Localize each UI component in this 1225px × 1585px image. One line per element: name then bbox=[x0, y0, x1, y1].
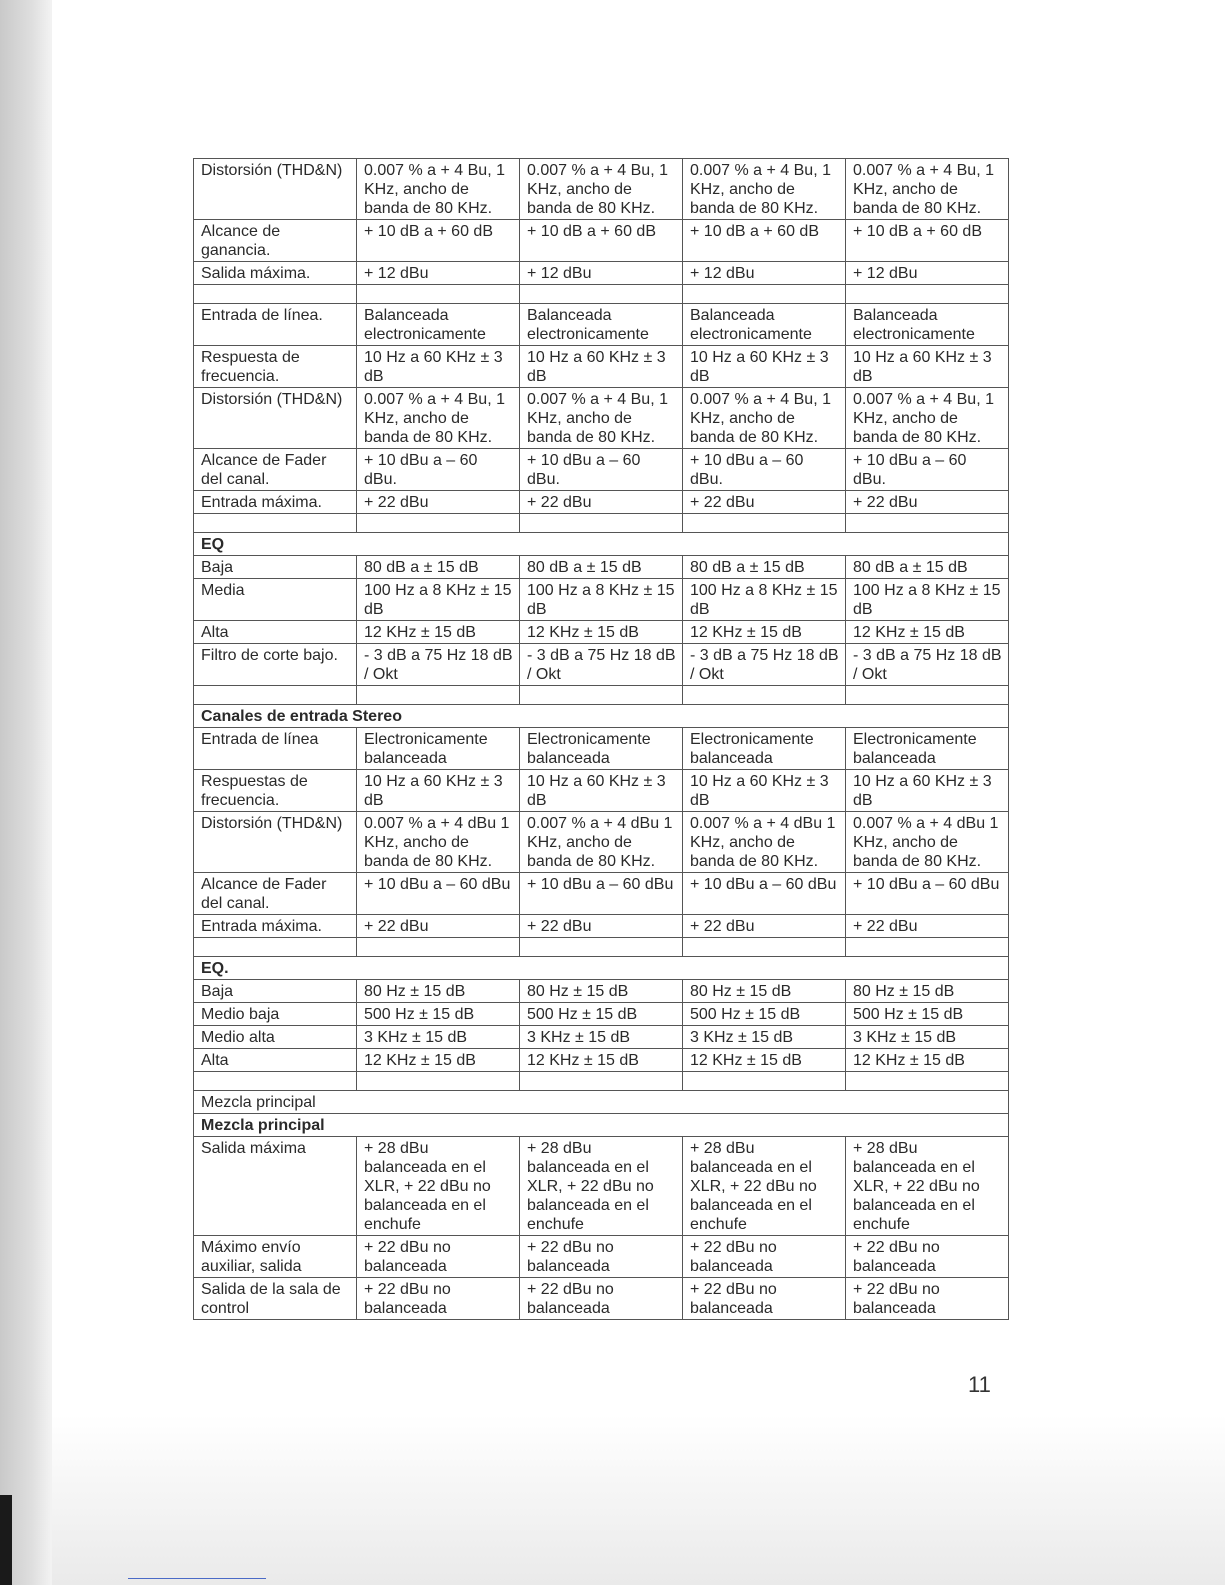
spec-value: Electronicamente balanceada bbox=[357, 728, 520, 770]
spec-row bbox=[194, 491, 1009, 514]
spec-label: Distorsión (THD&N) bbox=[194, 388, 357, 449]
spec-row bbox=[194, 579, 1009, 621]
spec-label: Salida máxima. bbox=[194, 262, 357, 285]
spec-value: + 22 dBu bbox=[683, 915, 846, 938]
spec-value: + 22 dBu bbox=[683, 491, 846, 514]
spec-label: Máximo envío auxiliar, salida bbox=[194, 1236, 357, 1278]
section-header bbox=[194, 533, 1009, 556]
spec-value: + 28 dBu balanceada en el XLR, + 22 dBu no balanceada en el enchufe bbox=[520, 1137, 683, 1236]
spec-value: 80 Hz ± 15 dB bbox=[683, 980, 846, 1003]
spec-value: 3 KHz ± 15 dB bbox=[846, 1026, 1009, 1049]
spec-value: 100 Hz a 8 KHz ± 15 dB bbox=[846, 579, 1009, 621]
scan-shadow-bottom bbox=[52, 1415, 1225, 1585]
spec-value: + 22 dBu bbox=[846, 491, 1009, 514]
spec-value: 10 Hz a 60 KHz ± 3 dB bbox=[683, 770, 846, 812]
spec-label: Entrada de línea. bbox=[194, 304, 357, 346]
spec-row bbox=[194, 1137, 1009, 1236]
spec-value: + 28 dBu balanceada en el XLR, + 22 dBu no balanceada en el enchufe bbox=[846, 1137, 1009, 1236]
spec-row bbox=[194, 980, 1009, 1003]
spec-label: Entrada máxima. bbox=[194, 491, 357, 514]
spec-value: 3 KHz ± 15 dB bbox=[357, 1026, 520, 1049]
spec-value: + 10 dBu a – 60 dBu. bbox=[846, 449, 1009, 491]
spec-value: 0.007 % a + 4 Bu, 1 KHz, ancho de banda de 80 KHz. bbox=[846, 159, 1009, 220]
spec-value: + 10 dBu a – 60 dBu. bbox=[683, 449, 846, 491]
spec-label: Respuestas de frecuencia. bbox=[194, 770, 357, 812]
spec-value: 0.007 % a + 4 Bu, 1 KHz, ancho de banda de 80 KHz. bbox=[520, 388, 683, 449]
spec-value: + 12 dBu bbox=[683, 262, 846, 285]
spec-label: Distorsión (THD&N) bbox=[194, 812, 357, 873]
spec-value: 100 Hz a 8 KHz ± 15 dB bbox=[683, 579, 846, 621]
spec-value: 100 Hz a 8 KHz ± 15 dB bbox=[520, 579, 683, 621]
spec-row bbox=[194, 770, 1009, 812]
spec-table bbox=[193, 158, 1009, 1320]
spec-value: - 3 dB a 75 Hz 18 dB / Okt bbox=[846, 644, 1009, 686]
spec-value: 0.007 % a + 4 Bu, 1 KHz, ancho de banda de 80 KHz. bbox=[357, 388, 520, 449]
spec-row bbox=[194, 915, 1009, 938]
spec-value: Balanceada electronicamente bbox=[683, 304, 846, 346]
spec-row bbox=[194, 388, 1009, 449]
spacer-row bbox=[194, 514, 1009, 533]
spec-value: 0.007 % a + 4 Bu, 1 KHz, ancho de banda de 80 KHz. bbox=[520, 159, 683, 220]
spacer-row bbox=[194, 686, 1009, 705]
spec-value: + 22 dBu no balanceada bbox=[520, 1236, 683, 1278]
spec-value: 12 KHz ± 15 dB bbox=[357, 621, 520, 644]
spec-value: + 22 dBu no balanceada bbox=[846, 1278, 1009, 1320]
spec-value: + 10 dBu a – 60 dBu bbox=[357, 873, 520, 915]
spacer-row bbox=[194, 938, 1009, 957]
spec-value: 80 dB a ± 15 dB bbox=[357, 556, 520, 579]
spec-value: 500 Hz ± 15 dB bbox=[846, 1003, 1009, 1026]
section-title: Mezcla principal bbox=[194, 1114, 1009, 1137]
spec-label: Alcance de Fader del canal. bbox=[194, 873, 357, 915]
spec-value: + 28 dBu balanceada en el XLR, + 22 dBu no balanceada en el enchufe bbox=[683, 1137, 846, 1236]
spec-value: + 10 dB a + 60 dB bbox=[357, 220, 520, 262]
spec-value: + 12 dBu bbox=[520, 262, 683, 285]
spec-value: 80 dB a ± 15 dB bbox=[683, 556, 846, 579]
spec-row bbox=[194, 556, 1009, 579]
spec-value: + 22 dBu bbox=[520, 915, 683, 938]
spacer-row bbox=[194, 1072, 1009, 1091]
spec-value: 12 KHz ± 15 dB bbox=[357, 1049, 520, 1072]
spec-value: 80 Hz ± 15 dB bbox=[846, 980, 1009, 1003]
section-header bbox=[194, 705, 1009, 728]
spec-row bbox=[194, 1236, 1009, 1278]
spec-value: 500 Hz ± 15 dB bbox=[357, 1003, 520, 1026]
spec-row bbox=[194, 262, 1009, 285]
spec-value: + 10 dBu a – 60 dBu bbox=[683, 873, 846, 915]
spec-value: 12 KHz ± 15 dB bbox=[520, 621, 683, 644]
spec-value: 12 KHz ± 15 dB bbox=[520, 1049, 683, 1072]
spec-label: Entrada de línea bbox=[194, 728, 357, 770]
spec-value: 10 Hz a 60 KHz ± 3 dB bbox=[520, 346, 683, 388]
spec-value: 80 Hz ± 15 dB bbox=[520, 980, 683, 1003]
spec-label: Respuesta de frecuencia. bbox=[194, 346, 357, 388]
spec-value: 12 KHz ± 15 dB bbox=[846, 621, 1009, 644]
spec-label: Media bbox=[194, 579, 357, 621]
spec-value: 0.007 % a + 4 dBu 1 KHz, ancho de banda de 80 KHz. bbox=[357, 812, 520, 873]
spec-value: + 22 dBu no balanceada bbox=[357, 1278, 520, 1320]
spec-row bbox=[194, 1003, 1009, 1026]
spec-label: Medio alta bbox=[194, 1026, 357, 1049]
spec-label: Medio baja bbox=[194, 1003, 357, 1026]
spec-value: Electronicamente balanceada bbox=[683, 728, 846, 770]
spacer-row bbox=[194, 285, 1009, 304]
spec-value: 500 Hz ± 15 dB bbox=[520, 1003, 683, 1026]
spec-value: Balanceada electronicamente bbox=[520, 304, 683, 346]
binding-mark bbox=[0, 1495, 12, 1585]
spec-value: 0.007 % a + 4 dBu 1 KHz, ancho de banda de 80 KHz. bbox=[846, 812, 1009, 873]
spec-label: Entrada máxima. bbox=[194, 915, 357, 938]
spec-value: 500 Hz ± 15 dB bbox=[683, 1003, 846, 1026]
scan-bottom-line bbox=[128, 1578, 266, 1579]
spec-value: + 10 dB a + 60 dB bbox=[683, 220, 846, 262]
spec-value: Electronicamente balanceada bbox=[846, 728, 1009, 770]
spec-label: Alcance de Fader del canal. bbox=[194, 449, 357, 491]
spec-row bbox=[194, 644, 1009, 686]
spec-value: + 22 dBu bbox=[357, 915, 520, 938]
spec-label: Salida máxima bbox=[194, 1137, 357, 1236]
spec-value: + 12 dBu bbox=[846, 262, 1009, 285]
spec-row bbox=[194, 1026, 1009, 1049]
spec-value: 0.007 % a + 4 Bu, 1 KHz, ancho de banda de 80 KHz. bbox=[683, 388, 846, 449]
spec-row bbox=[194, 1049, 1009, 1072]
section-title: EQ bbox=[194, 533, 1009, 556]
spec-table-body bbox=[194, 159, 1009, 1320]
spec-label: Distorsión (THD&N) bbox=[194, 159, 357, 220]
spec-value: 10 Hz a 60 KHz ± 3 dB bbox=[846, 770, 1009, 812]
spec-value: + 10 dB a + 60 dB bbox=[520, 220, 683, 262]
spec-row bbox=[194, 728, 1009, 770]
spec-value: 10 Hz a 60 KHz ± 3 dB bbox=[357, 770, 520, 812]
spec-value: Balanceada electronicamente bbox=[846, 304, 1009, 346]
spec-value: 3 KHz ± 15 dB bbox=[683, 1026, 846, 1049]
spec-row bbox=[194, 812, 1009, 873]
spec-row bbox=[194, 159, 1009, 220]
spec-value: + 22 dBu no balanceada bbox=[683, 1278, 846, 1320]
spec-value: + 10 dB a + 60 dB bbox=[846, 220, 1009, 262]
section-header bbox=[194, 1114, 1009, 1137]
spec-label: Salida de la sala de control bbox=[194, 1278, 357, 1320]
spec-value: + 10 dBu a – 60 dBu bbox=[846, 873, 1009, 915]
spec-page bbox=[193, 158, 1008, 1320]
spec-value: 10 Hz a 60 KHz ± 3 dB bbox=[846, 346, 1009, 388]
spec-value: 10 Hz a 60 KHz ± 3 dB bbox=[520, 770, 683, 812]
section-header bbox=[194, 957, 1009, 980]
spec-value: 0.007 % a + 4 dBu 1 KHz, ancho de banda de 80 KHz. bbox=[520, 812, 683, 873]
spec-value: + 10 dBu a – 60 dBu. bbox=[520, 449, 683, 491]
spec-value: 12 KHz ± 15 dB bbox=[846, 1049, 1009, 1072]
spec-value: + 10 dBu a – 60 dBu bbox=[520, 873, 683, 915]
page-number: 11 bbox=[968, 1372, 991, 1397]
spec-row bbox=[194, 449, 1009, 491]
spec-value: + 22 dBu no balanceada bbox=[683, 1236, 846, 1278]
spec-value: Electronicamente balanceada bbox=[520, 728, 683, 770]
section-title: Mezcla principal bbox=[194, 1091, 1009, 1114]
spec-value: - 3 dB a 75 Hz 18 dB / Okt bbox=[520, 644, 683, 686]
spec-row bbox=[194, 304, 1009, 346]
spec-value: - 3 dB a 75 Hz 18 dB / Okt bbox=[357, 644, 520, 686]
spec-value: + 28 dBu balanceada en el XLR, + 22 dBu no balanceada en el enchufe bbox=[357, 1137, 520, 1236]
scan-shadow-left bbox=[0, 0, 52, 1585]
spec-value: 3 KHz ± 15 dB bbox=[520, 1026, 683, 1049]
spec-value: + 10 dBu a – 60 dBu. bbox=[357, 449, 520, 491]
spec-value: + 22 dBu bbox=[520, 491, 683, 514]
spec-value: + 22 dBu bbox=[357, 491, 520, 514]
spec-value: 0.007 % a + 4 Bu, 1 KHz, ancho de banda de 80 KHz. bbox=[357, 159, 520, 220]
spec-row bbox=[194, 220, 1009, 262]
spec-label: Alta bbox=[194, 621, 357, 644]
spec-value: + 22 dBu no balanceada bbox=[846, 1236, 1009, 1278]
spec-value: - 3 dB a 75 Hz 18 dB / Okt bbox=[683, 644, 846, 686]
spec-value: 80 dB a ± 15 dB bbox=[846, 556, 1009, 579]
spec-row bbox=[194, 346, 1009, 388]
spec-label: Filtro de corte bajo. bbox=[194, 644, 357, 686]
spec-value: + 12 dBu bbox=[357, 262, 520, 285]
spec-value: 12 KHz ± 15 dB bbox=[683, 1049, 846, 1072]
spec-value: 10 Hz a 60 KHz ± 3 dB bbox=[357, 346, 520, 388]
spec-label: Baja bbox=[194, 556, 357, 579]
spec-value: 100 Hz a 8 KHz ± 15 dB bbox=[357, 579, 520, 621]
section-title: Canales de entrada Stereo bbox=[194, 705, 1009, 728]
spec-value: 80 dB a ± 15 dB bbox=[520, 556, 683, 579]
spec-row bbox=[194, 621, 1009, 644]
spec-value: + 22 dBu no balanceada bbox=[520, 1278, 683, 1320]
spec-value: 10 Hz a 60 KHz ± 3 dB bbox=[683, 346, 846, 388]
spec-value: 0.007 % a + 4 Bu, 1 KHz, ancho de banda de 80 KHz. bbox=[846, 388, 1009, 449]
spec-value: + 22 dBu bbox=[846, 915, 1009, 938]
spec-value: 12 KHz ± 15 dB bbox=[683, 621, 846, 644]
spec-value: 0.007 % a + 4 dBu 1 KHz, ancho de banda de 80 KHz. bbox=[683, 812, 846, 873]
spec-value: 0.007 % a + 4 Bu, 1 KHz, ancho de banda de 80 KHz. bbox=[683, 159, 846, 220]
spec-label: Baja bbox=[194, 980, 357, 1003]
spec-label: Alta bbox=[194, 1049, 357, 1072]
section-header-plain bbox=[194, 1091, 1009, 1114]
spec-row bbox=[194, 1278, 1009, 1320]
spec-row bbox=[194, 873, 1009, 915]
spec-value: Balanceada electronicamente bbox=[357, 304, 520, 346]
section-title: EQ. bbox=[194, 957, 1009, 980]
spec-value: 80 Hz ± 15 dB bbox=[357, 980, 520, 1003]
spec-value: + 22 dBu no balanceada bbox=[357, 1236, 520, 1278]
spec-label: Alcance de ganancia. bbox=[194, 220, 357, 262]
